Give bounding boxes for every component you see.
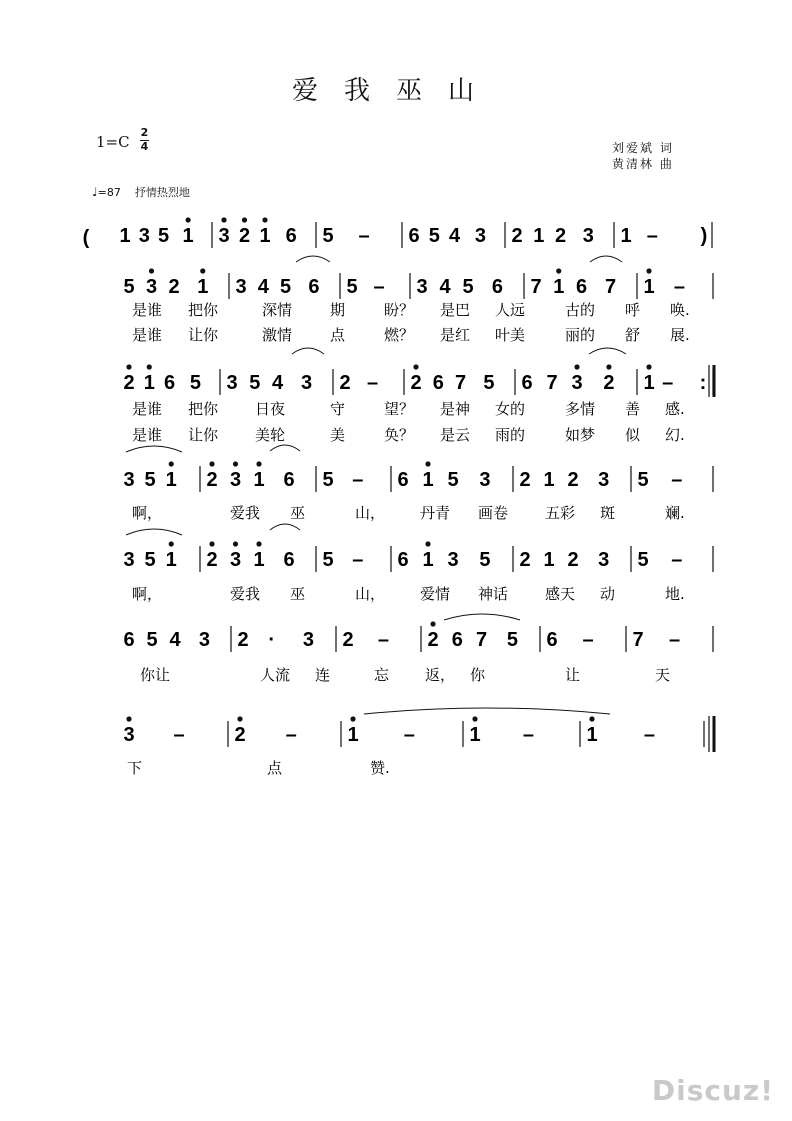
key-signature: 1=C — [96, 133, 130, 151]
lyric-word: 善 — [625, 400, 641, 418]
lyric-word: 点 — [330, 326, 346, 344]
jianpu-note: 3 — [229, 549, 242, 571]
high-octave-dot — [169, 461, 174, 466]
lyric-word: 人流 — [260, 666, 291, 684]
jianpu-note: 1 — [253, 469, 265, 491]
jianpu-note: 1 — [422, 469, 434, 491]
lyric-word: 赞. — [370, 759, 390, 777]
lyric-word: 丽的 — [565, 326, 596, 344]
jianpu-note: 2 — [554, 225, 567, 247]
jianpu-note: – — [582, 629, 594, 651]
lyric-word: 地. — [665, 585, 685, 603]
lyric-word: 幻. — [665, 426, 685, 444]
watermark: Discuz! — [651, 1074, 774, 1107]
lyric-word: 画卷 — [478, 504, 509, 522]
jianpu-note: – — [373, 276, 385, 298]
high-octave-dot — [185, 217, 190, 222]
lyric-word: 如梦 — [565, 426, 596, 444]
lyric-word: 呼 — [625, 301, 641, 319]
lyric-word: 是谁 — [132, 400, 163, 418]
lyric-word: 是谁 — [132, 301, 163, 319]
jianpu-note: 5 — [462, 276, 474, 298]
high-octave-dot — [147, 364, 152, 369]
jianpu-note: – — [403, 724, 415, 746]
jianpu-note: 2 — [237, 629, 249, 651]
jianpu-note: 7 — [546, 372, 558, 394]
jianpu-note: 3 — [582, 225, 594, 247]
lyric-word: 似 — [625, 426, 641, 444]
jianpu-note: 6 — [546, 629, 558, 651]
jianpu-note: 6 — [163, 372, 176, 394]
high-octave-dot — [413, 364, 418, 369]
lyric-word: 五彩 — [545, 504, 576, 522]
jianpu-note: 3 — [571, 372, 583, 394]
high-octave-dot — [242, 217, 247, 222]
lyric-word: 啊， — [132, 585, 163, 603]
lyric-word: 盼？ — [384, 301, 415, 319]
jianpu-note: ) — [700, 225, 708, 247]
high-octave-dot — [262, 217, 267, 222]
jianpu-note: 4 — [271, 372, 284, 394]
high-octave-dot — [472, 716, 477, 721]
lyric-word: 是巴 — [440, 301, 471, 319]
high-octave-dot — [425, 461, 430, 466]
jianpu-note: 5 — [144, 469, 156, 491]
high-octave-dot — [209, 541, 214, 546]
jianpu-note: – — [377, 629, 389, 651]
slur — [589, 348, 626, 354]
lyric-word: 深情 — [262, 301, 293, 319]
lyric-word: 斓. — [665, 504, 685, 522]
jianpu-note: 1 — [347, 724, 359, 746]
jianpu-note: 2 — [519, 549, 531, 571]
expression-mark: 抒情热烈地 — [134, 186, 190, 199]
high-octave-dot — [589, 716, 594, 721]
jianpu-note: 3 — [235, 276, 247, 298]
lyric-word: 燃？ — [384, 326, 415, 344]
jianpu-note: 3 — [479, 469, 491, 491]
lyric-word: 古的 — [565, 301, 596, 319]
lyric-word: 雨的 — [495, 426, 526, 444]
jianpu-note: 6 — [408, 225, 420, 247]
jianpu-note: 7 — [454, 372, 467, 394]
lyric-word: 守 — [330, 400, 346, 418]
open-parenthesis: ( — [82, 227, 90, 249]
jianpu-note: 2 — [342, 629, 354, 651]
jianpu-note: 3 — [123, 549, 135, 571]
jianpu-note: 2 — [168, 276, 180, 298]
jianpu-note: 1 — [422, 549, 434, 571]
jianpu-note: 6 — [397, 549, 409, 571]
lyric-word: 山， — [355, 504, 386, 522]
jianpu-note: 3 — [138, 225, 150, 247]
jianpu-note: – — [173, 724, 185, 746]
lyric-word: 是云 — [440, 426, 471, 444]
lyric-word: 日夜 — [255, 400, 286, 418]
lyric-word: 啊， — [132, 504, 163, 522]
jianpu-note: 2 — [238, 225, 251, 247]
high-octave-dot — [233, 541, 238, 546]
lyric-word: 期 — [330, 301, 346, 319]
jianpu-note: 7 — [530, 276, 542, 298]
jianpu-note: 2 — [410, 372, 422, 394]
jianpu-note: 2 — [339, 372, 351, 394]
jianpu-note: 5 — [506, 629, 519, 651]
jianpu-note: 1 — [620, 225, 632, 247]
jianpu-note: 7 — [632, 629, 644, 651]
jianpu-note: 3 — [145, 276, 158, 298]
jianpu-note: – — [367, 372, 379, 394]
slur — [292, 348, 324, 354]
jianpu-note: 5 — [157, 225, 170, 247]
jianpu-note: : — [699, 372, 707, 394]
lyric-word: 点 — [267, 759, 283, 777]
jianpu-note: 2 — [567, 469, 579, 491]
high-octave-dot — [126, 364, 131, 369]
lyric-word: 是谁 — [132, 426, 163, 444]
jianpu-note: 1 — [143, 372, 155, 394]
high-octave-dot — [646, 364, 651, 369]
lyric-word: 巫 — [290, 585, 306, 603]
high-octave-dot — [646, 268, 651, 273]
lyric-word: 把你 — [188, 400, 219, 418]
lyric-word: 你 — [470, 666, 486, 684]
jianpu-note: – — [673, 276, 685, 298]
high-octave-dot — [606, 364, 611, 369]
jianpu-note: 2 — [123, 372, 135, 394]
composer-credit: 黄清林 曲 — [612, 157, 674, 171]
jianpu-note: – — [358, 225, 370, 247]
lyric-word: 是神 — [440, 400, 471, 418]
jianpu-note: 3 — [474, 225, 486, 247]
lyric-word: 下 — [127, 759, 143, 777]
high-octave-dot — [209, 461, 214, 466]
lyricist-credit: 刘爱斌 词 — [612, 141, 674, 155]
lyric-word: 叶美 — [495, 326, 526, 344]
jianpu-note: 2 — [567, 549, 579, 571]
lyric-word: 多情 — [565, 400, 596, 418]
jianpu-note: 3 — [598, 469, 610, 491]
high-octave-dot — [430, 621, 435, 626]
jianpu-note: 1 — [119, 225, 131, 247]
jianpu-note: 5 — [144, 549, 156, 571]
time-numerator: 2 — [140, 126, 149, 139]
high-octave-dot — [556, 268, 561, 273]
jianpu-note: – — [646, 225, 658, 247]
slur — [126, 446, 182, 452]
jianpu-note: 1 — [586, 724, 598, 746]
lyric-word: 望？ — [384, 400, 415, 418]
lyric-word: 让你 — [188, 326, 219, 344]
jianpu-note: 7 — [475, 629, 488, 651]
time-denominator: 4 — [140, 140, 149, 153]
lyric-word: 美轮 — [255, 426, 286, 444]
jianpu-note: 5 — [479, 549, 491, 571]
jianpu-note: 2 — [519, 469, 531, 491]
slur — [590, 256, 622, 262]
lyric-word: 唤. — [670, 301, 690, 319]
high-octave-dot — [574, 364, 579, 369]
jianpu-note: 1 — [165, 469, 177, 491]
jianpu-note: – — [522, 724, 534, 746]
jianpu-note: 5 — [322, 225, 334, 247]
jianpu-note: 6 — [123, 629, 135, 651]
jianpu-note: 5 — [428, 225, 440, 247]
jianpu-note: 4 — [439, 276, 451, 298]
jianpu-note: 4 — [448, 225, 461, 247]
jianpu-note: 6 — [285, 225, 297, 247]
jianpu-note: 1 — [543, 469, 555, 491]
high-octave-dot — [256, 461, 261, 466]
jianpu-note: 6 — [432, 372, 444, 394]
high-octave-dot — [237, 716, 242, 721]
lyric-word: 舒 — [625, 326, 641, 344]
lyric-word: 忘 — [374, 666, 390, 684]
high-octave-dot — [233, 461, 238, 466]
jianpu-note: 3 — [229, 469, 242, 491]
jianpu-note: 6 — [308, 276, 320, 298]
jianpu-note: 5 — [346, 276, 358, 298]
tie — [364, 708, 610, 714]
high-octave-dot — [169, 541, 174, 546]
jianpu-note: 3 — [302, 629, 315, 651]
high-octave-dot — [149, 268, 154, 273]
lyric-word: 是红 — [440, 326, 471, 344]
jianpu-note: 1 — [165, 549, 177, 571]
jianpu-note: – — [285, 724, 297, 746]
song-title: 爱我巫山 — [291, 76, 500, 106]
lyric-word: 连 — [315, 666, 331, 684]
jianpu-note: 6 — [491, 276, 503, 298]
jianpu-note: 5 — [322, 549, 334, 571]
lyric-word: 爱我 — [230, 585, 261, 603]
jianpu-note: – — [669, 629, 681, 651]
lyric-word: 爱我 — [230, 504, 261, 522]
jianpu-note: 5 — [637, 469, 649, 491]
jianpu-note: 4 — [257, 276, 269, 298]
lyric-word: 让你 — [188, 426, 219, 444]
jianpu-note: 5 — [483, 372, 495, 394]
jianpu-note: · — [268, 629, 276, 651]
jianpu-note: 2 — [427, 629, 439, 651]
jianpu-note: 5 — [279, 276, 292, 298]
lyric-word: 爱情 — [420, 585, 451, 603]
jianpu-note: 5 — [123, 276, 135, 298]
lyric-word: 感天 — [545, 585, 576, 603]
jianpu-note: 5 — [637, 549, 649, 571]
slur — [296, 256, 330, 262]
jianpu-note: – — [643, 724, 655, 746]
jianpu-note: 2 — [511, 225, 523, 247]
jianpu-note: 6 — [283, 469, 295, 491]
slur — [444, 614, 520, 620]
jianpu-note: 1 — [643, 372, 655, 394]
jianpu-note: – — [352, 469, 364, 491]
jianpu-note: 1 — [543, 549, 555, 571]
lyric-word: 神话 — [478, 585, 509, 603]
jianpu-note: 3 — [226, 372, 238, 394]
jianpu-note: 1 — [643, 276, 655, 298]
jianpu-note: 3 — [198, 629, 210, 651]
jianpu-note: 6 — [451, 629, 463, 651]
lyric-word: 返， — [425, 666, 456, 684]
jianpu-note: 1 — [182, 225, 194, 247]
lyric-word: 是谁 — [132, 326, 163, 344]
jianpu-note: 2 — [206, 469, 218, 491]
high-octave-dot — [221, 217, 226, 222]
jianpu-note: 3 — [598, 549, 610, 571]
jianpu-note: 6 — [575, 276, 588, 298]
jianpu-note: 6 — [283, 549, 295, 571]
jianpu-note: 5 — [249, 372, 261, 394]
jianpu-note: 5 — [447, 469, 459, 491]
jianpu-note: 1 — [469, 724, 481, 746]
jianpu-note: – — [352, 549, 364, 571]
jianpu-note: 1 — [533, 225, 545, 247]
lyric-word: 女的 — [495, 400, 526, 418]
slur — [126, 529, 182, 535]
jianpu-note: 3 — [123, 469, 135, 491]
lyric-word: 动 — [600, 585, 616, 603]
high-octave-dot — [126, 716, 131, 721]
quarter-note-icon: ♩ — [92, 185, 98, 199]
lyric-word: 激情 — [262, 326, 293, 344]
jianpu-note: 2 — [603, 372, 615, 394]
jianpu-note: – — [671, 549, 683, 571]
high-octave-dot — [200, 268, 205, 273]
jianpu-note: 1 — [553, 276, 565, 298]
lyric-word: 奂？ — [384, 426, 415, 444]
jianpu-note: 1 — [197, 276, 209, 298]
lyric-word: 斑 — [600, 504, 616, 522]
jianpu-note: 7 — [605, 276, 617, 298]
jianpu-note: 6 — [521, 372, 533, 394]
lyric-word: 天 — [655, 666, 671, 684]
jianpu-note: – — [671, 469, 683, 491]
jianpu-note: 5 — [146, 629, 158, 651]
jianpu-note: 2 — [206, 549, 218, 571]
lyric-word: 美 — [330, 426, 346, 444]
jianpu-note: 1 — [253, 549, 265, 571]
tempo-value: =87 — [97, 186, 121, 199]
lyric-word: 把你 — [188, 301, 219, 319]
lyric-word: 山， — [355, 585, 386, 603]
lyric-word: 丹青 — [420, 504, 451, 522]
jianpu-note: 2 — [234, 724, 246, 746]
jianpu-note: 5 — [322, 469, 334, 491]
jianpu-note: 1 — [259, 225, 271, 247]
lyric-word: 你让 — [140, 666, 171, 684]
jianpu-note: 3 — [301, 372, 313, 394]
high-octave-dot — [425, 541, 430, 546]
jianpu-note: 3 — [447, 549, 459, 571]
lyric-word: 让 — [565, 666, 581, 684]
jianpu-note: 3 — [218, 225, 230, 247]
jianpu-note: 3 — [416, 276, 428, 298]
lyric-word: 人远 — [495, 301, 526, 319]
jianpu-note: 6 — [397, 469, 409, 491]
slur — [270, 445, 300, 451]
jianpu-note: – — [662, 372, 674, 394]
lyric-word: 感. — [665, 400, 685, 418]
high-octave-dot — [350, 716, 355, 721]
high-octave-dot — [256, 541, 261, 546]
slur — [270, 524, 300, 530]
jianpu-note: 4 — [169, 629, 181, 651]
jianpu-note: 5 — [189, 372, 201, 394]
jianpu-note: 3 — [123, 724, 135, 746]
lyric-word: 巫 — [290, 504, 306, 522]
lyric-word: 展. — [670, 326, 690, 344]
